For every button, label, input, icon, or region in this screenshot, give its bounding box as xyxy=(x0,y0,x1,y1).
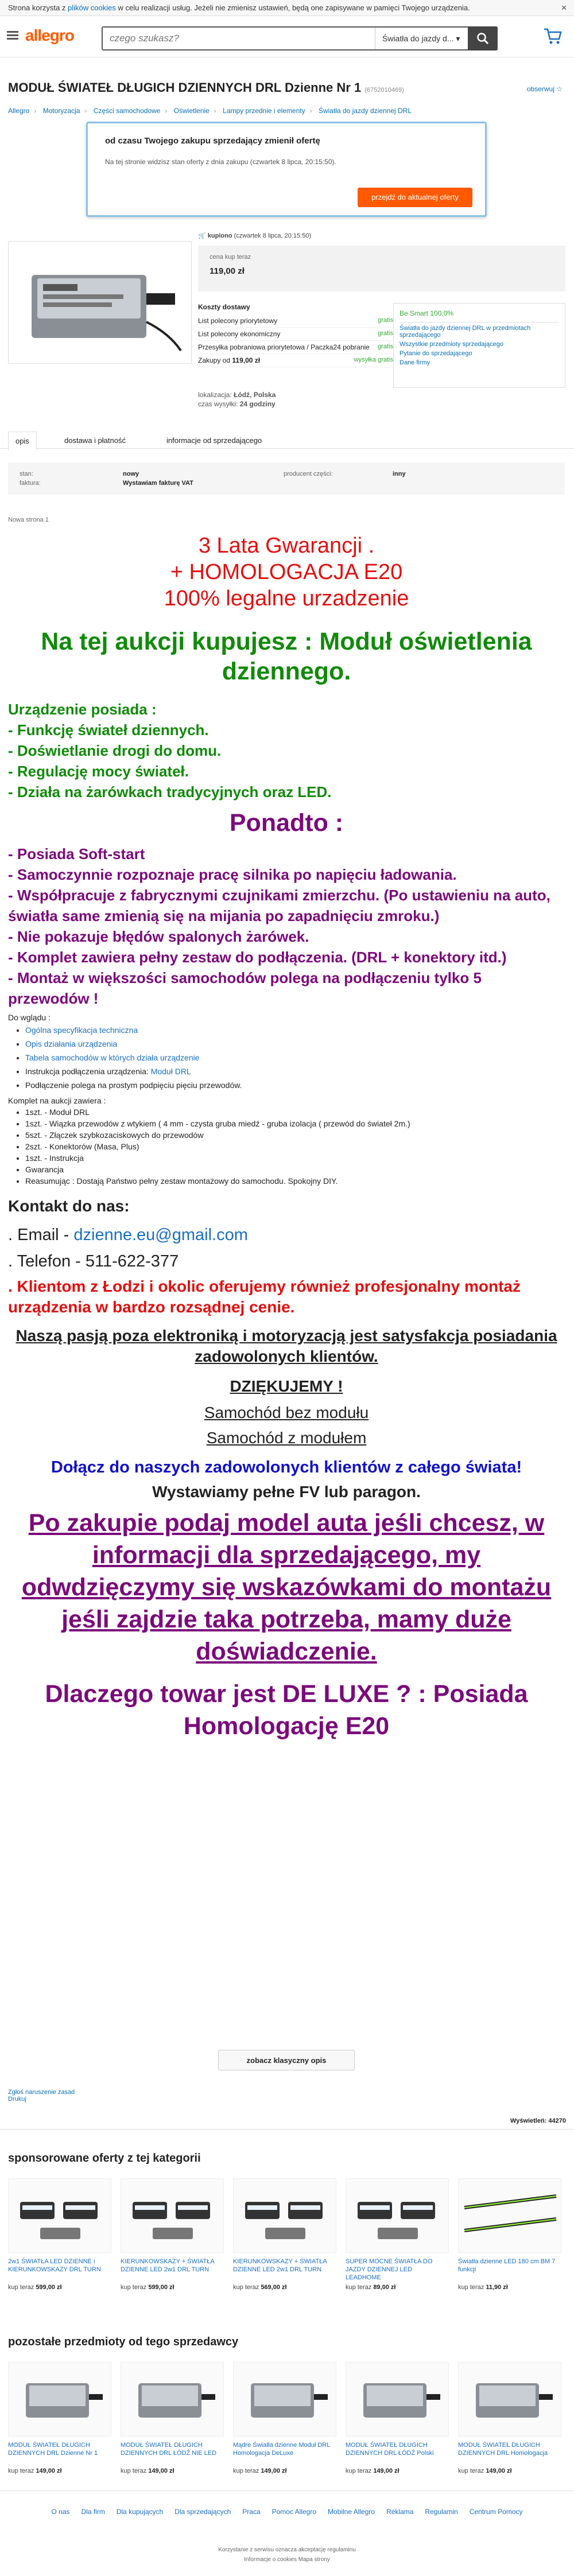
cookie-link[interactable]: plików cookies xyxy=(68,3,116,12)
divider xyxy=(0,2129,574,2130)
price-prefix: kup teraz xyxy=(233,2468,259,2474)
kit-item: • 1szt. - Instrukcja xyxy=(25,1152,565,1164)
tab-delivery[interactable]: dostawa i płatność xyxy=(64,436,126,445)
product-card[interactable] xyxy=(8,2362,111,2474)
kit-item: • 5szt. - Złączek szybkozaciskowych do przewodów xyxy=(25,1129,565,1141)
desc-line: Do wglądu : xyxy=(8,1013,51,1022)
footer-note xyxy=(0,2547,574,2563)
shipping-name: List polecony ekonomiczny xyxy=(198,330,281,338)
desc-line: - Funkcję świateł dziennych. xyxy=(8,721,209,739)
seller-panel xyxy=(393,303,565,388)
operation-link[interactable]: Opis działania urządzenia xyxy=(25,1039,118,1048)
product-price: 149,00 zł xyxy=(36,2468,62,2474)
price-prefix: kup teraz xyxy=(458,2284,484,2291)
footer-note-line: Korzystanie z serwisu oznacza akceptację regulaminu xyxy=(218,2547,356,2553)
search-bar xyxy=(102,26,498,50)
product-price-row xyxy=(458,2468,561,2474)
desc-line: Na tej aukcji kupujesz : Moduł oświetlenia dziennego. xyxy=(41,628,532,685)
cart-small-icon: 🛒 xyxy=(198,232,206,239)
total-value: 119,00 zł xyxy=(232,356,261,364)
classic-description-button[interactable]: zobacz klasyczny opis xyxy=(218,2050,355,2070)
kit-list xyxy=(25,1106,565,1187)
desc-heading: Urządzenie posiada : xyxy=(8,701,157,718)
breadcrumb: Allegro › Motoryzacja › Części samochodowe › Oświetlenie › Lampy przednie i elementy › Światła do jazdy dziennej DRL xyxy=(8,107,412,115)
footer-link[interactable]: Mobilne Allegro xyxy=(328,2508,375,2516)
product-thumbnail[interactable] xyxy=(346,2178,449,2253)
product-price: 149,00 zł xyxy=(148,2468,174,2474)
breadcrumb-item[interactable]: Części samochodowe xyxy=(93,107,161,115)
footer-note-line: Informacje o cookies Mapa strony xyxy=(244,2556,330,2563)
product-price-row xyxy=(233,2284,336,2291)
offer-number: (6752010469) xyxy=(364,87,404,94)
product-thumbnail[interactable] xyxy=(458,2362,561,2437)
product-price: 89,00 zł xyxy=(373,2284,396,2291)
close-icon[interactable]: ✕ xyxy=(561,3,567,12)
product-title[interactable]: MODUŁ ŚWIATEŁ DŁUGICH DZIENNYCH DRL ŁÓDŹ Polski xyxy=(346,2442,434,2457)
product-title[interactable]: MODUŁ ŚWIATEŁ DŁUGICH DZIENNYCH DRL Dzienne Nr 1 xyxy=(8,2442,98,2457)
shipping-value: gratis xyxy=(378,330,393,337)
cookie-bar xyxy=(0,0,574,16)
product-thumbnail[interactable] xyxy=(233,2362,336,2437)
product-card[interactable] xyxy=(346,2362,449,2474)
product-price-row xyxy=(8,2284,111,2291)
location-label: lokalizacja: xyxy=(198,391,232,399)
product-price: 599,00 zł xyxy=(148,2284,174,2291)
breadcrumb-item[interactable]: Światła do jazdy dziennej DRL xyxy=(318,107,412,115)
print-link[interactable]: Drukuj xyxy=(8,2096,26,2103)
divider xyxy=(0,2490,574,2491)
product-thumbnail[interactable] xyxy=(233,2178,336,2253)
contact-heading: Kontakt do nas: xyxy=(8,1197,130,1215)
tab-seller-info[interactable]: informacje od sprzedającego xyxy=(166,436,262,445)
product-title[interactable]: KIERUNKOWSKAZY + ŚWIATŁA DZIENNE LED 2w1 DRL TURN xyxy=(233,2258,327,2273)
title-text: MODUŁ ŚWIATEŁ DŁUGICH DZIENNYCH DRL Dzienne Nr 1 xyxy=(8,80,362,95)
kit-item: • Gwarancja xyxy=(25,1164,565,1175)
param-label: stan: xyxy=(20,471,33,477)
shipping-name: List polecony priorytetowy xyxy=(198,317,278,325)
desc-line: - Montaż w większości samochodów polega na podłączeniu tylko 5 przewodów ! xyxy=(8,969,482,1007)
kit-item: • Reasumując : Dostają Państwo pełny zestaw montażowy do samochodu. Spokojny DIY. xyxy=(25,1175,565,1187)
others-heading: pozostałe przedmioty od tego sprzedawcy xyxy=(8,2336,239,2348)
price-label: cena kup teraz xyxy=(210,254,251,261)
shipping-name: Przesyłka pobraniowa priorytetowa / Paczka24 pobranie xyxy=(198,343,370,351)
star-icon: ☆ xyxy=(556,85,563,93)
tabs xyxy=(0,432,574,449)
tab-description[interactable]: opis xyxy=(8,432,37,450)
param-label: faktura: xyxy=(20,480,41,487)
product-price-row xyxy=(121,2468,224,2474)
desc-line: - Nie pokazuje błędów spalonych żarówek. xyxy=(8,928,309,945)
product-thumbnail[interactable] xyxy=(121,2362,224,2437)
offer-description xyxy=(8,522,565,1742)
observe-link[interactable] xyxy=(527,85,563,93)
dialog-text: Na tej stronie widzisz stan oferty z dnia zakupu (czwartek 8 lipca, 20:15:50). xyxy=(105,158,336,166)
sponsored-heading: sponsorowane oferty z tej kategorii xyxy=(8,2152,201,2165)
product-price-row xyxy=(233,2468,336,2474)
product-thumbnail[interactable] xyxy=(121,2178,224,2253)
dispatch-value: 24 godziny xyxy=(239,400,276,408)
kit-item: • 2szt. - Konektorów (Masa, Plus) xyxy=(25,1141,565,1152)
kit-item: • 1szt. - Wiązka przewodów z wtykiem ( 4 mm - czysta gruba miedź - gruba izolacja ( przewód do świateł 2m.) xyxy=(25,1118,565,1129)
car-table-link[interactable]: Tabela samochodów w których działa urządzenie xyxy=(25,1053,200,1062)
product-card[interactable] xyxy=(121,2362,224,2474)
breadcrumb-item[interactable]: Lampy przednie i elementy xyxy=(223,107,305,115)
desc-line: - Komplet zawiera pełny zestaw do podłączenia. (DRL + konektory itd.) xyxy=(8,949,507,966)
product-card[interactable] xyxy=(346,2178,449,2291)
product-card[interactable] xyxy=(458,2362,561,2474)
product-price-row xyxy=(8,2468,111,2474)
shipping-row xyxy=(198,314,393,328)
footer-link[interactable]: Reklama xyxy=(386,2508,414,2516)
footer-link[interactable]: Dla firm xyxy=(81,2508,105,2516)
desc-line: 100% legalne urzadzenie xyxy=(164,586,409,611)
desc-line: DZIĘKUJEMY ! xyxy=(230,1377,343,1395)
spec-link[interactable]: Ogólna specyfikacja techniczna xyxy=(25,1025,138,1035)
price-prefix: kup teraz xyxy=(8,2284,34,2291)
cookie-text-before: Strona korzysta z xyxy=(8,3,68,12)
product-price: 149,00 zł xyxy=(373,2468,400,2474)
desc-line: . Klientom z Łodzi i okolic oferujemy również profesjonalny montaż urządzenia w bardzo rozsądnej cenie. xyxy=(8,1277,521,1316)
purchase-info xyxy=(198,232,311,239)
desc-line: - Doświetlanie drogi do domu. xyxy=(8,742,222,759)
product-card[interactable] xyxy=(233,2178,336,2291)
product-price: 149,00 zł xyxy=(486,2468,512,2474)
instruction-label: Instrukcja podłączenia urządzenia: xyxy=(25,1067,151,1076)
param-value: Wystawiam fakturę VAT xyxy=(123,480,193,487)
desc-line: Samochód z modułem xyxy=(206,1429,367,1447)
email-link[interactable]: dzienne.eu@gmail.com xyxy=(73,1226,248,1244)
report-links xyxy=(8,2089,75,2103)
footer-link[interactable]: O nas xyxy=(51,2508,70,2516)
product-price-row xyxy=(458,2284,561,2291)
shipping-row xyxy=(198,341,393,354)
product-title[interactable]: SUPER MOCNE ŚWIATŁA DO JAZDY DZIENNEJ LED LEADHOME xyxy=(346,2258,433,2281)
desc-line: Dołącz do naszych zadowolonych klientów z całego świata! xyxy=(51,1458,522,1477)
go-to-current-offer-button[interactable]: przejdź do aktualnej oferty xyxy=(358,188,472,207)
desc-line: 3 Lata Gwarancji . xyxy=(198,534,375,558)
allegro-logo[interactable]: allegro xyxy=(25,26,74,44)
product-card[interactable] xyxy=(121,2178,224,2291)
seller-link[interactable]: Dane firmy xyxy=(400,359,430,366)
parameters xyxy=(8,463,565,495)
footer-link[interactable]: Regulamin xyxy=(425,2508,458,2516)
product-thumbnail[interactable] xyxy=(458,2178,561,2253)
desc-heading: Ponadto : xyxy=(229,809,344,837)
footer xyxy=(0,2508,574,2516)
price-value: 119,00 zł xyxy=(210,266,245,276)
phone: . Telefon - 511-622-377 xyxy=(8,1252,179,1270)
desc-line: - Działa na żarówkach tradycyjnych oraz LED. xyxy=(8,783,332,801)
footer-link[interactable]: Dla sprzedających xyxy=(174,2508,231,2516)
product-title[interactable]: Mądre Światła dzienne Moduł DRL Homologacja DeLuxe xyxy=(233,2442,330,2457)
page-title xyxy=(8,80,404,95)
product-card[interactable] xyxy=(233,2362,336,2474)
product-title[interactable]: 2w1 ŚWIATŁA LED DZIENNE i KIERUNKOWSKAZY DRL TURN xyxy=(8,2258,101,2273)
price-prefix: kup teraz xyxy=(233,2284,259,2291)
dispatch-label: czas wysyłki: xyxy=(198,400,238,408)
offer-changed-dialog xyxy=(86,122,487,217)
product-card[interactable] xyxy=(458,2178,561,2291)
product-price: 569,00 zł xyxy=(261,2284,287,2291)
price-prefix: kup teraz xyxy=(346,2284,372,2291)
product-title[interactable]: KIERUNKOWSKAZY + ŚWIATŁA DZIENNE LED 2w1 DRL TURN xyxy=(121,2258,215,2273)
shipping-row xyxy=(198,328,393,341)
breadcrumb-item[interactable]: Allegro xyxy=(8,107,30,115)
desc-line: Wystawiamy pełne FV lub paragon. xyxy=(152,1483,421,1501)
links-list xyxy=(25,1023,565,1092)
product-price-row xyxy=(346,2468,449,2474)
footer-link[interactable]: Praca xyxy=(242,2508,261,2516)
product-price: 599,00 zł xyxy=(36,2284,62,2291)
param-value: inny xyxy=(393,471,406,477)
desc-line: Komplet na aukcji zawiera : xyxy=(8,1096,106,1105)
kit-item: • 1szt. - Moduł DRL xyxy=(25,1106,565,1118)
search-input[interactable] xyxy=(103,28,355,49)
seller-link[interactable]: Pytanie do sprzedającego xyxy=(400,350,472,357)
shipping-value: gratis xyxy=(378,343,393,350)
price-box xyxy=(198,246,565,292)
desc-line: - Samoczynnie rozpoznaje pracę silnika po napięciu ładowania. xyxy=(8,866,457,883)
report-link[interactable]: Zgłoś naruszenie zasad xyxy=(8,2089,75,2096)
price-prefix: kup teraz xyxy=(121,2284,147,2291)
product-title[interactable]: MODUŁ ŚWIATEŁ DŁUGICH DZIENNYCH DRL ŁÓDŹ NIE LED xyxy=(121,2442,217,2457)
desc-line: - Posiada Soft-start xyxy=(8,845,145,862)
shipping-costs xyxy=(198,303,393,367)
desc-line: Dlaczego towar jest DE LUXE ? : Posiada Homologację E20 xyxy=(45,1680,528,1740)
cookie-text-after: w celu realizacji usług. Jeżeli nie zmienisz ustawień, będą one zapisywane w pamięci Twojego urządzenia. xyxy=(115,3,470,12)
location-value: Łódź, Polska xyxy=(234,391,276,399)
shipping-heading: Koszty dostawy xyxy=(198,303,250,311)
desc-line: Po zakupie podaj model auta jeśli chcesz, w informacji dla sprzedającego, my odwdzięczymy się wskazówkami do montażu jeśli zajdzie taka potrzeba, mamy duże doświadczenie. xyxy=(21,1509,552,1665)
product-thumbnail[interactable] xyxy=(8,2362,111,2437)
purchase-date: (czwartek 8 lipca, 20:15:50) xyxy=(234,232,312,239)
cart-icon[interactable] xyxy=(543,28,563,46)
desc-line: - Regulację mocy świateł. xyxy=(8,763,189,780)
desc-line: Podłączenie polega na prostym podpięciu pięciu przewodów. xyxy=(25,1081,242,1090)
seller-rating: Be Smart 100,0% xyxy=(400,309,559,323)
search-category-select[interactable]: Światła do jazdy d... ▾ xyxy=(375,28,467,49)
product-price: 11,90 zł xyxy=(486,2284,508,2291)
footer-link[interactable]: Centrum Pomocy xyxy=(469,2508,523,2516)
observe-label: obserwuj xyxy=(526,85,554,93)
footer-link[interactable]: Pomoc Allegro xyxy=(272,2508,316,2516)
product-card[interactable] xyxy=(8,2178,111,2291)
header xyxy=(0,16,574,57)
desc-line: - Współpracuje z fabrycznymi czujnikami zmierzchu. (Po ustawieniu na auto, światła same zmienią się na mijania po zapadnięciu zmroku.) xyxy=(8,887,550,924)
search-button[interactable] xyxy=(468,26,498,50)
view-count: Wyświetleń: 44270 xyxy=(510,2117,566,2124)
price-prefix: kup teraz xyxy=(458,2468,484,2474)
instruction-link[interactable]: Moduł DRL xyxy=(150,1067,191,1076)
price-prefix: kup teraz xyxy=(121,2468,147,2474)
price-prefix: kup teraz xyxy=(8,2468,34,2474)
search-icon xyxy=(476,32,489,45)
product-thumbnail[interactable] xyxy=(8,2178,111,2253)
seller-link[interactable]: Wszystkie przedmioty sprzedającego xyxy=(400,341,503,348)
total-label: Zakupy od xyxy=(198,356,231,364)
dialog-title: od czasu Twojego zakupu sprzedający zmienił ofertę xyxy=(105,136,320,146)
product-thumbnail[interactable] xyxy=(346,2362,449,2437)
product-title[interactable]: Światła dzienne LED 180 cm BM 7 funkcji xyxy=(458,2258,556,2273)
product-price: 149,00 zł xyxy=(261,2468,287,2474)
product-image[interactable] xyxy=(8,241,192,364)
seller-link[interactable]: Światła do jazdy dziennej DRL w przedmiotach sprzedającego xyxy=(400,325,531,339)
desc-line: + HOMOLOGACJA E20 xyxy=(170,560,403,584)
search-category-label: Światła do jazdy d... xyxy=(382,34,454,43)
total-note: wysyłka gratis xyxy=(354,356,393,363)
location-info xyxy=(198,390,276,409)
menu-icon[interactable] xyxy=(7,31,18,40)
desc-line: Naszą pasją poza elektroniką i motoryzacją jest satysfakcja posiadania zadowolonych klientów. xyxy=(15,1327,557,1365)
desc-line: Samochód bez modułu xyxy=(204,1404,369,1421)
breadcrumb-item[interactable]: Motoryzacja xyxy=(42,107,80,115)
page-label: Nowa strona 1 xyxy=(8,516,49,523)
shipping-total xyxy=(198,354,393,367)
breadcrumb-item[interactable]: Oświetlenie xyxy=(173,107,210,115)
shipping-value: gratis xyxy=(378,317,393,324)
product-price-row xyxy=(121,2284,224,2291)
product-price-row xyxy=(346,2284,449,2291)
product-title[interactable]: MODUŁ ŚWIATEŁ DŁUGICH DZIENNYCH DRL Homologacja xyxy=(458,2442,548,2457)
purchased-label: kupiono xyxy=(207,232,232,239)
price-prefix: kup teraz xyxy=(346,2468,372,2474)
footer-link[interactable]: Dla kupujących xyxy=(116,2508,164,2516)
email-label: . Email - xyxy=(8,1226,74,1244)
param-value: nowy xyxy=(123,471,139,477)
param-label: producent części: xyxy=(284,471,333,477)
